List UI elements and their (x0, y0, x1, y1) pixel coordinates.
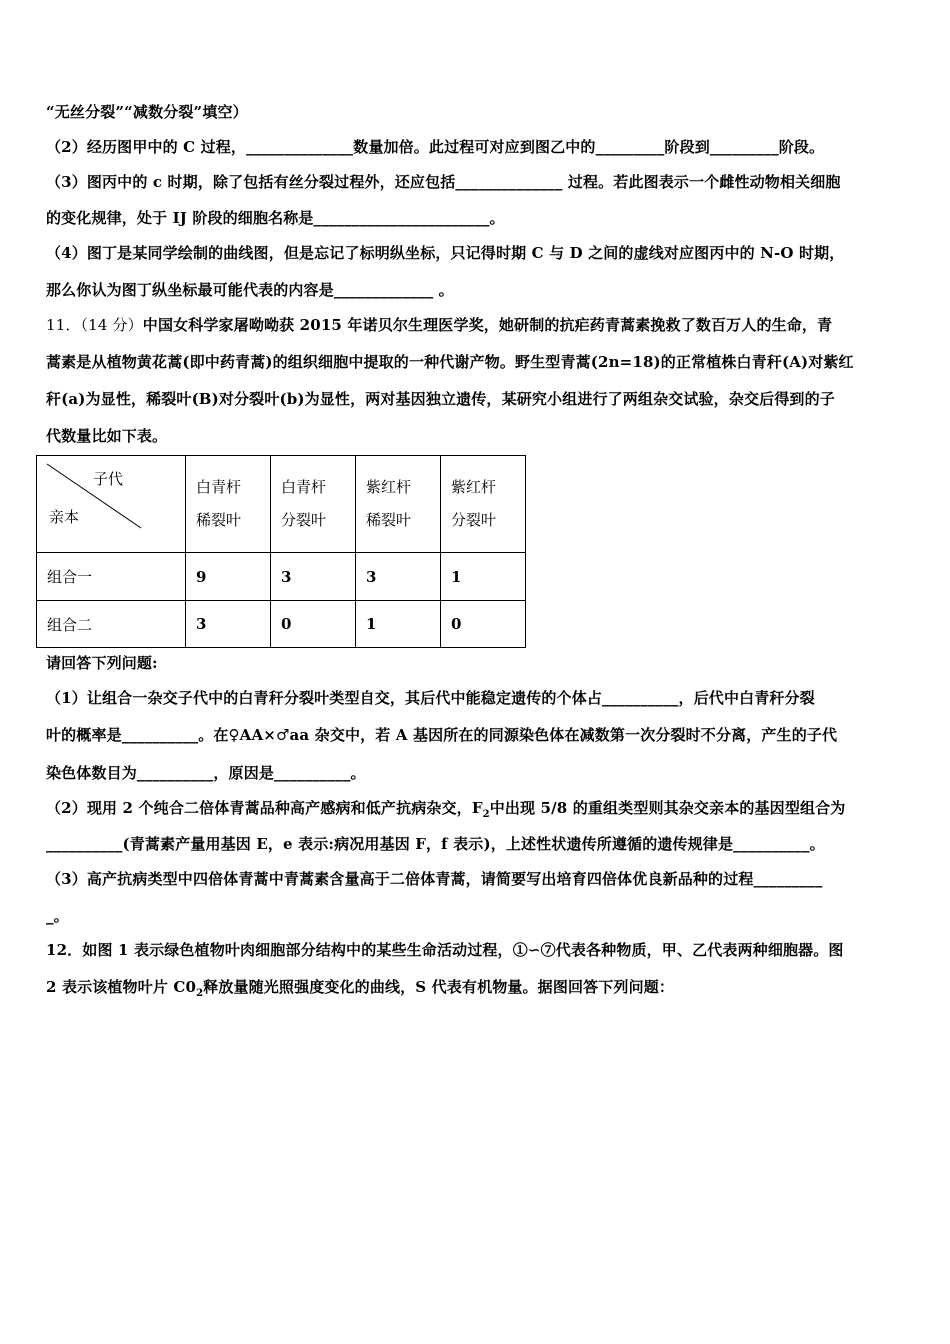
text-line: 叶的概率是__________。在♀AA×♂aa 杂交中，若 A 基因所在的同源染色体在减数第一次分裂时不分离，产生的子代 (46, 726, 838, 744)
question-number: 11．（14 分） (46, 316, 143, 334)
text-line: _。 (46, 907, 69, 925)
corner-label-parent: 亲本 (49, 508, 80, 526)
text-line: 秆(a)为显性，稀裂叶(B)对分裂叶(b)为显性，两对基因独立遗传，某研究小组进行了两组杂交试验，杂交后得到的子 (46, 390, 835, 408)
table-header-row (37, 456, 526, 553)
question-11-part-2: （2）现用 2 个纯合二倍体青蒿品种高产感病和低产抗病杂交，$F_2$中出现 5/8 的重组类型则其杂交亲本的基因型组合为 (46, 799, 846, 820)
table-header-cell: 白青杆 分裂叶 (271, 456, 356, 553)
table-cell: 1 (356, 601, 441, 648)
question-10-part-3: （3）图丙中的 c 时期，除了包括有丝分裂过程外，还应包括______________ 过程。若此图表示一个雌性动物相关细胞 (46, 173, 841, 191)
text-line: 代数量比如下表。 (46, 427, 168, 445)
question-10-part-2: （2）经历图甲中的 C 过程，______________数量加倍。此过程可对应到图乙中的_________阶段到_________阶段。 (46, 138, 825, 156)
question-12-intro: 12．如图 1 表示绿色植物叶肉细胞部分结构中的某些生命活动过程，①∽⑦代表各种物质，甲、乙代表两种细胞器。图 (46, 941, 844, 959)
question-text: 中国女科学家屠呦呦获 2015 年诺贝尔生理医学奖，她研制的抗疟药青蒿素挽救了数百万人的生命，青 (142, 316, 833, 334)
corner-label-offspring: 子代 (93, 470, 124, 488)
row-label: 组合二 (37, 601, 186, 648)
table-cell: 1 (441, 553, 526, 601)
cross-result-table (36, 455, 526, 648)
question-10-part-4: （4）图丁是某同学绘制的曲线图，但是忘记了标明纵坐标，只记得时期 C 与 D 之间的虚线对应图丙中的 N-O 时期， (46, 244, 845, 262)
table-cell: 0 (441, 601, 526, 648)
text-line: 2 表示该植物叶片 $C0_2$释放量随光照强度变化的曲线，S 代表有机物量。据图回答下列问题： (46, 978, 675, 999)
text-line: 请回答下列问题: (46, 654, 158, 672)
table-cell: 3 (356, 553, 441, 601)
table-header-cell: 紫红杆 分裂叶 (441, 456, 526, 553)
table-cell: 3 (186, 601, 271, 648)
table-header-cell: 白青杆 稀裂叶 (186, 456, 271, 553)
text-line: 的变化规律，处于 IJ 阶段的细胞名称是_______________________。 (46, 209, 505, 227)
text-line: __________(青蒿素产量用基因 E，e 表示:病况用基因 F，f 表示)，上述性状遗传所遵循的遗传规律是__________。 (46, 835, 825, 853)
table-cell: 0 (271, 601, 356, 648)
table-row (37, 553, 526, 601)
table-header-cell: 紫红杆 稀裂叶 (356, 456, 441, 553)
table-corner-cell (37, 456, 186, 553)
text-line: 那么你认为图丁纵坐标最可能代表的内容是_____________ 。 (46, 281, 454, 299)
text-line: 蒿素是从植物黄花蒿(即中药青蒿)的组织细胞中提取的一种代谢产物。野生型青蒿(2n=18)的正常植株白青秆(A)对紫红 (46, 353, 854, 371)
question-11-part-1: （1）让组合一杂交子代中的白青秆分裂叶类型自交，其后代中能稳定遗传的个体占__________，后代中白青秆分裂 (46, 689, 815, 707)
text-line: “无丝分裂”“减数分裂”填空） (46, 103, 248, 121)
row-label: 组合一 (37, 553, 186, 601)
question-11-part-3: （3）高产抗病类型中四倍体青蒿中青蒿素含量高于二倍体青蒿，请简要写出培育四倍体优良新品种的过程_________ (46, 870, 823, 888)
text-line: 染色体数目为__________，原因是__________。 (46, 764, 366, 782)
table-row (37, 601, 526, 648)
table-cell: 9 (186, 553, 271, 601)
question-11-intro (46, 314, 832, 335)
table-cell: 3 (271, 553, 356, 601)
